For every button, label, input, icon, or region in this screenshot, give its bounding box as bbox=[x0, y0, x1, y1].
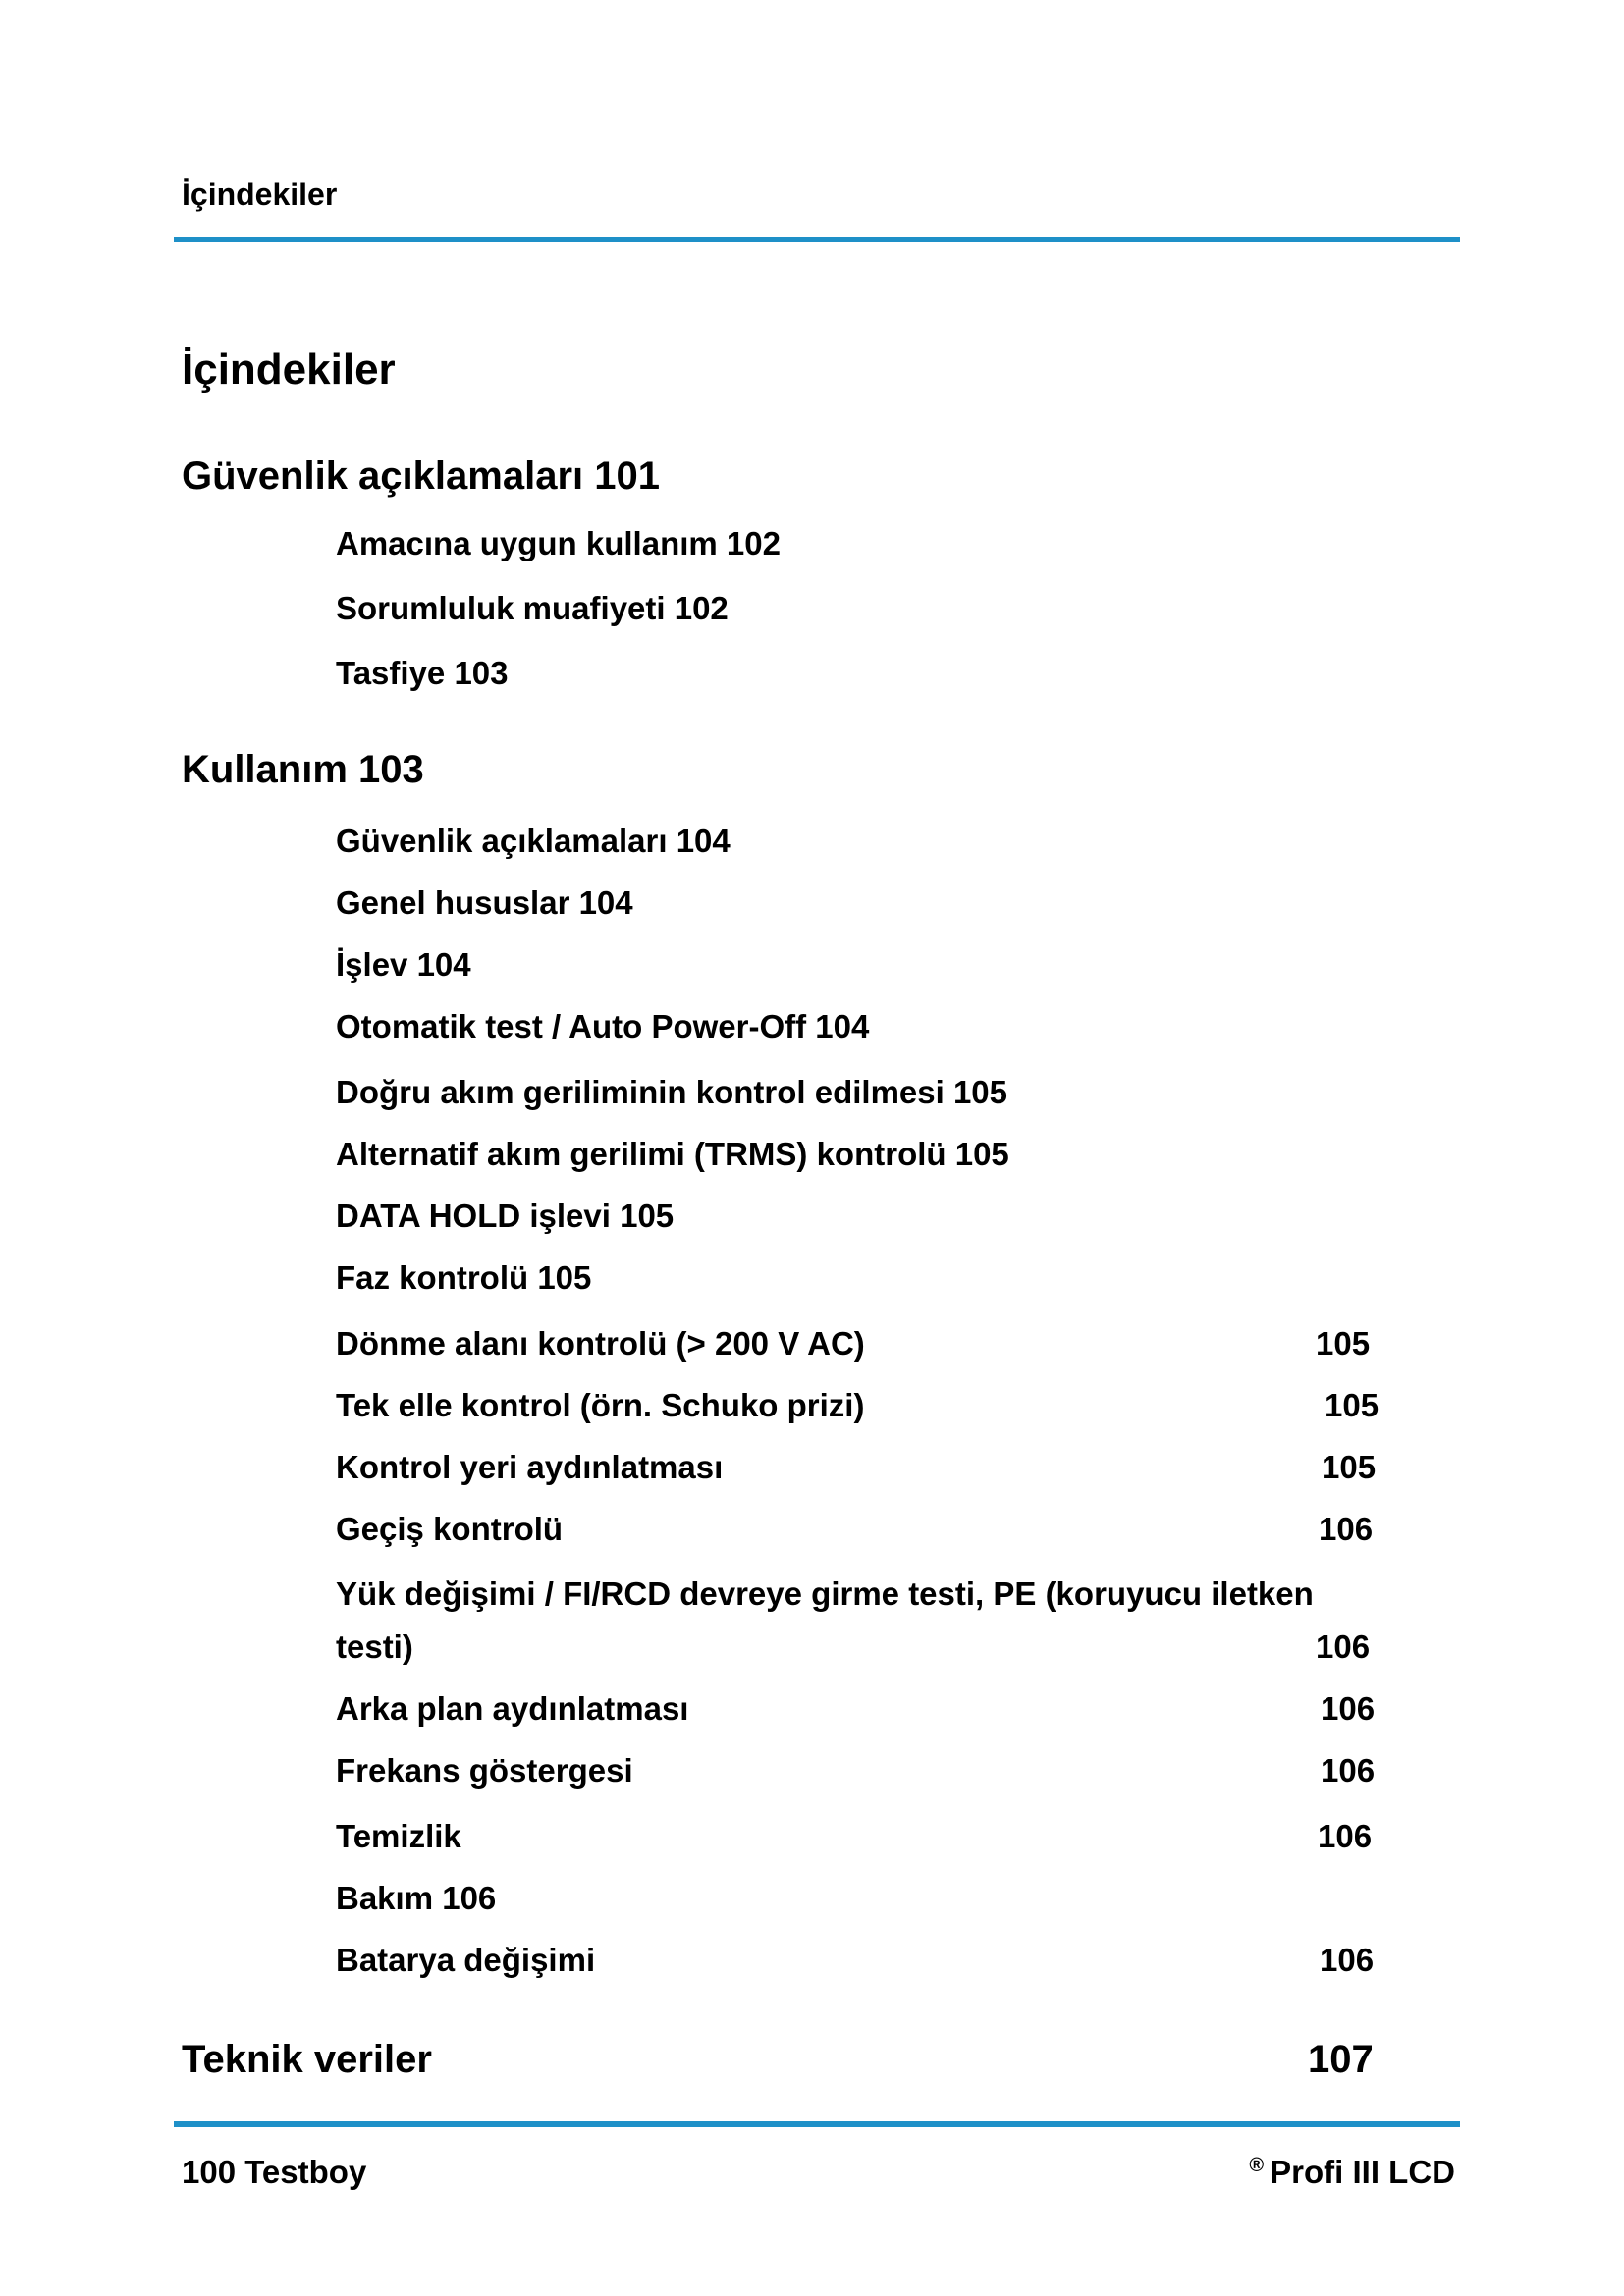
toc-item-page: 106 bbox=[1321, 1752, 1376, 1789]
toc-item-page: 106 bbox=[1316, 1629, 1371, 1665]
toc-section-kullanim[interactable]: Kullanım 103 bbox=[182, 748, 424, 791]
toc-item-label[interactable]: Temizlik bbox=[336, 1818, 461, 1854]
toc-item-label[interactable]: Batarya değişimi bbox=[336, 1942, 596, 1978]
toc-item-page: 106 bbox=[1319, 1511, 1374, 1547]
toc-item[interactable]: İşlev 104 bbox=[336, 946, 471, 983]
toc-item[interactable]: Sorumluluk muafiyeti 102 bbox=[336, 590, 729, 626]
toc-item-page: 105 bbox=[1322, 1449, 1377, 1485]
toc-section-teknik[interactable]: Teknik veriler bbox=[182, 2038, 432, 2081]
toc-item[interactable]: Otomatik test / Auto Power-Off 104 bbox=[336, 1008, 870, 1044]
toc-item-label[interactable]: Dönme alanı kontrolü (> 200 V AC) bbox=[336, 1325, 865, 1362]
toc-item[interactable]: Alternatif akım gerilimi (TRMS) kontrolü 105 bbox=[336, 1136, 1009, 1172]
toc-item[interactable]: Güvenlik açıklamaları 104 bbox=[336, 823, 731, 859]
running-header: İçindekiler bbox=[182, 177, 338, 212]
toc-item-label-line1[interactable]: Yük değişimi / FI/RCD devreye girme testi, PE (koruyucu iletken bbox=[336, 1575, 1314, 1612]
toc-item-label[interactable]: Tek elle kontrol (örn. Schuko prizi) bbox=[336, 1387, 865, 1423]
toc-item[interactable]: Doğru akım geriliminin kontrol edilmesi 105 bbox=[336, 1074, 1008, 1110]
toc-item-page: 106 bbox=[1320, 1942, 1375, 1978]
footer-product-name: Profi III LCD bbox=[1270, 2154, 1455, 2190]
toc-item-label[interactable]: Kontrol yeri aydınlatması bbox=[336, 1449, 724, 1485]
toc-item[interactable]: Tasfiye 103 bbox=[336, 655, 509, 691]
toc-item-label[interactable]: Frekans göstergesi bbox=[336, 1752, 633, 1789]
registered-mark: ® bbox=[1249, 2155, 1265, 2176]
footer-page-label: 100 Testboy bbox=[182, 2154, 367, 2190]
footer-rule bbox=[174, 2121, 1460, 2127]
toc-item[interactable]: Genel hususlar 104 bbox=[336, 884, 633, 921]
toc-item[interactable]: Amacına uygun kullanım 102 bbox=[336, 525, 781, 561]
toc-item-page: 106 bbox=[1321, 1690, 1376, 1727]
toc-section-guvenlik[interactable]: Güvenlik açıklamaları 101 bbox=[182, 454, 660, 498]
toc-item[interactable]: Faz kontrolü 105 bbox=[336, 1259, 592, 1296]
toc-section-page: 107 bbox=[1308, 2038, 1374, 2081]
toc-item-page: 105 bbox=[1316, 1325, 1371, 1362]
footer-product bbox=[1249, 2154, 1455, 2191]
page-title: İçindekiler bbox=[182, 346, 396, 394]
toc-item-page: 106 bbox=[1318, 1818, 1373, 1854]
toc-item[interactable]: DATA HOLD işlevi 105 bbox=[336, 1198, 675, 1234]
toc-item[interactable]: Bakım 106 bbox=[336, 1880, 497, 1916]
toc-item-page: 105 bbox=[1325, 1387, 1380, 1423]
header-rule bbox=[174, 237, 1460, 242]
toc-item-label-line2[interactable]: testi) bbox=[336, 1629, 413, 1665]
toc-item-label[interactable]: Geçiş kontrolü bbox=[336, 1511, 564, 1547]
toc-item-label[interactable]: Arka plan aydınlatması bbox=[336, 1690, 689, 1727]
